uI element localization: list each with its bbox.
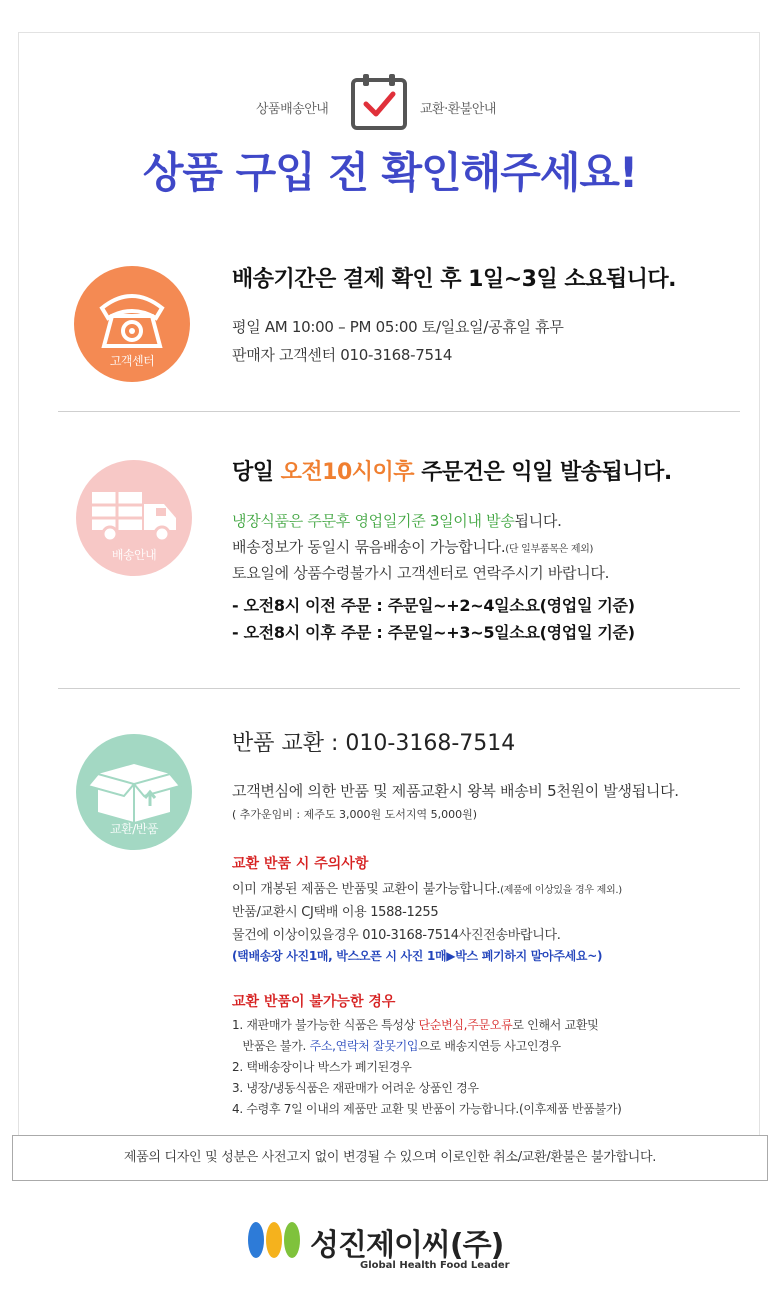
delivery-period-heading: 배송기간은 결제 확인 후 1일~3일 소요됩니다. — [232, 267, 676, 292]
no-exchange-item-4: 4. 수령후 7일 이내의 제품만 교환 및 반품이 가능합니다.(이후제품 반품불가) — [232, 1102, 622, 1116]
no-exchange-item-3: 3. 냉장/냉동식품은 재판매가 어려운 상품인 경우 — [232, 1081, 479, 1095]
next-day-heading: 당일 오전10시이후 주문건은 익일 발송됩니다. — [232, 460, 672, 485]
caution-heading: 교환 반품 시 주의사항 — [232, 856, 369, 872]
no-exchange-item-1b: 반품은 불가. 주소,연락처 잘못기입으로 배송지연등 사고인경우 — [232, 1039, 561, 1053]
refrigerated-notice: 냉장식품은 주문후 영업일기준 3일이내 발송됩니다. — [232, 512, 562, 530]
leaf-logo-icon — [246, 1218, 306, 1262]
shipping-guide-badge — [76, 460, 192, 576]
no-exchange-item-2: 2. 택배송장이나 박스가 폐기된경우 — [232, 1060, 412, 1074]
customer-center-badge — [74, 266, 190, 382]
business-hours: 평일 AM 10:00 – PM 05:00 토/일요일/공휴일 휴무 — [232, 318, 564, 336]
delivery-guide-label: 상품배송안내 — [256, 102, 329, 117]
design-change-notice: 제품의 디자인 및 성분은 사전고지 없이 변경될 수 있으며 이로인한 취소/교환/환불은 불가합니다. — [12, 1135, 768, 1181]
customer-center-label: 고객센터 — [109, 354, 155, 368]
highlight-time: 오전10시이후 — [280, 460, 415, 485]
return-phone-heading: 반품 교환 : 010-3168-7514 — [232, 731, 516, 756]
exchange-refund-label: 교환·환불안내 — [420, 102, 496, 117]
page-title: 상품 구입 전 확인해주세요! — [142, 148, 638, 197]
extra-fee-notice: ( 추가운임비 : 제주도 3,000원 도서지역 5,000원) — [232, 808, 478, 821]
bundle-shipping-notice: 배송정보가 동일시 묶음배송이 가능합니다.(단 일부품목은 제외) — [232, 538, 594, 556]
exchange-return-label: 교환/반품 — [110, 822, 158, 836]
company-tagline: Global Health Food Leader — [360, 1260, 510, 1271]
exchange-return-badge — [76, 734, 192, 850]
before-8am-rule: - 오전8시 이전 주문 : 주문일~+2~4일소요(영업일 기준) — [232, 596, 635, 615]
photo-instructions: (택배송장 사진1매, 박스오픈 시 사진 1매▶박스 폐기하지 말아주세요~) — [232, 949, 603, 963]
no-exchange-item-1: 1. 재판매가 불가능한 식품은 특성상 단순변심,주문오류로 인해서 교환및 — [232, 1018, 599, 1032]
company-name: 성진제이씨(주) — [310, 1228, 504, 1263]
opened-item-notice: 이미 개봉된 제품은 반품및 교환이 불가능합니다.(제품에 이상있을 경우 제외.) — [232, 882, 622, 897]
shipping-fee-notice: 고객변심에 의한 반품 및 제품교환시 왕복 배송비 5천원이 발생됩니다. — [232, 782, 679, 800]
seller-phone: 판매자 고객센터 010-3168-7514 — [232, 346, 453, 364]
no-exchange-heading: 교환 반품이 불가능한 경우 — [232, 994, 396, 1010]
photo-notice: 물건에 이상이있을경우 010-3168-7514사진전송바랍니다. — [232, 928, 561, 943]
courier-notice: 반품/교환시 CJ택배 이용 1588-1255 — [232, 905, 439, 920]
divider — [58, 688, 740, 689]
calendar-check-icon — [350, 72, 408, 132]
shipping-guide-label: 배송안내 — [111, 548, 157, 562]
saturday-notice: 토요일에 상품수령불가시 고객센터로 연락주시기 바랍니다. — [232, 564, 610, 582]
divider — [58, 411, 740, 412]
after-8am-rule: - 오전8시 이후 주문 : 주문일~+3~5일소요(영업일 기준) — [232, 623, 635, 642]
